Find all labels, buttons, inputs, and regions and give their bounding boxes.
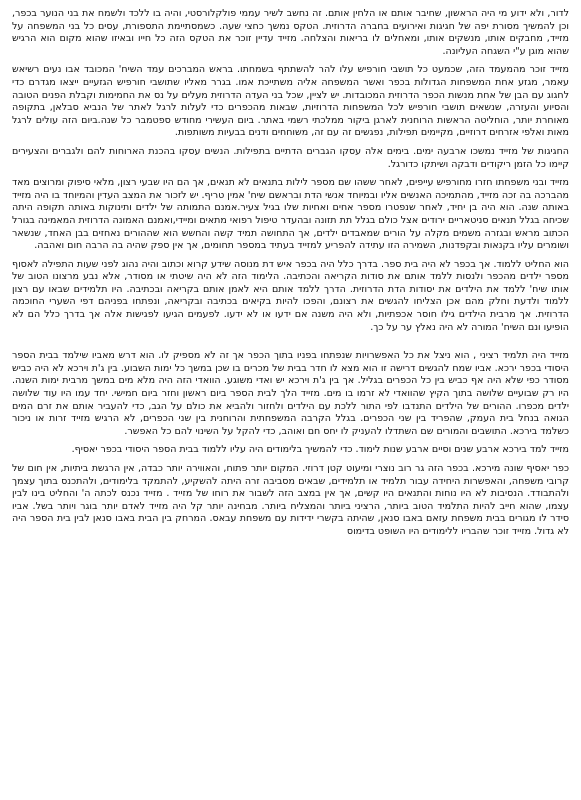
- paragraph-7: מזייד למד בירכא ארבע שנים וסיים ארבע שנות לימוד. כדי להמשיך בלימודים היה עליו ללמוד בבית הספר היסודי בכפר יאסיף.: [71, 444, 569, 456]
- paragraph-6: מזייד היה תלמיד רציני , הוא ניצל את כל האפשרויות שנפתחו בפניו בתוך הכפר אך זה לא מספיק לו. הוא דרש מאביו שילמד בבית הספר היסודי בכפר ירכא. אביו שמח להגשים דרישה זו הוא מצא לו חדר בבית של מכרים בו שכן במשך כל ימות השבוע. בין ג'ת וירכא לא היה כביש מסודר כפי שלא היה אף כביש בין כל הכפרים בגליל. אך בין ג'ת וירכא יש ואדי משוגע. הוואדי הזה היה מלא מים במשך מרבית ימות השנה. היו רק שבועיים שלושה בתוך הקיץ שהוואדי לא זרמו בו מים. מזייד הלך לבית הספר ביום ראשון וחזר ביום חמישי. יחד עמו היו עוד שלושה ילדים מכפרו. ההורים של הילדים התנדבו לפי התור ללכת עם הילדים ולחזור ולהביא את כולם על הגב, כדי להעביר אותם את זרם המים הגואה בנחל בית העמק, שהפריד בין שני הכפרים. בגלל הקרבה המשפחתית והרוחנית בין שני הכפרים, לא הרגיש מזייד זרות או ניכור כשלמד בירכא. התושבים והמורים שם השתדלו להעניק לו יחס חם ואוהב, כדי להקל על השינוי להם כל האפשר.: [8, 350, 569, 437]
- paragraph-2: מזייד זוכר מהמעמד הזה, שכמעט כל תושבי חורפיש עלו להר להשתתף בשמחתו. בראש המברכים עמד השיח' המכובד אבו נעים רשיאש עאמר, מגזע אחת המשפחות הגדולות בכפר ואשר המשפחה אליה משתייכת אמו. בגרר מאליו שתושבי חורפיש הגזעיים ייצאו מגדרם כדי לחגוג עם הבן של אחת מנשות הכפר הדרוזית המכובדות. יש לציין, שכל בני העדה הדרוזית מעלים על נס את החמימות וקבלת הפנים הטובה והסיוע והעזרה, שנשאים תושבי חורפיש לכל המשפחות הדרוזיות, שבאות מהכפרים כדי לעלות לרגל לאתר של הנביא סבלאן, בתקופה מאוחרת יותר, הוחליטה הראשות הרוחנית לארגן ביקור ממלכתי רשמי באתר. ביום העשירי מחודש ספטמבר כל שנה.ביום הזה עולים לרגל מאות ואלפי אזרחים דרוזיים, מקיימים תפילות, נפגשים זה עם זה, משוחחים ודנים בבעיות משותפות.: [8, 64, 569, 139]
- paragraph-4: מזייד ובני משפחתו חזרו מחורפיש עייפים, לאחר ששהו שם מספר לילות בתנאים לא תנאים, אך הם היו שבעי רצון, מלאי סיפוק ומרוצים מאד מהברכה בה זכה מזייד, מהתמיכה האנשים אליו ובמיוחד אנשי הדת ובראשם שיח' אמין טריף. יש לזכור את המצב העדין והמיוחד בו היה מזייד באותה שנה. הוא היה בן יחיד, לאחר שנפטרו מספר אחים ואחיות שלו בגיל צעיר.אמנם התמותה של ילדים ותינוקות באותה תקופה היתה שכיחה בגלל תנאים סניטאריים ירודים אצל כולם בגלל תת תזונה ובהעדר טיפול רפואי מתאים ומיידי,ואמנם האמונה הדרוזית המאמינה בגורל הכתוב מראש ובגזרה משמים מקלה על הורים שמאבדים ילדים, אך התחושה תמיד קשה והחשש הוא שההורים נאחזים בבן האחד, שנשאר ושומרים עליו בקנאות ובקפדנות, השמירה הזו עתידה להפריע למזייד בעתיד במספר תחומים, אך אין ספק שהיה בה הרבה חום ואהבה.: [8, 177, 569, 252]
- paragraph-8: כפר יאסיף שונה מירכא. בכפר הזה גר רוב נוצרי ומיעוט קטן דרוזי. המקום יותר פתוח, והאווירה יותר כבדה, אין הרגשת ביתיות, אין חום של קרובי משפחה, והאפשרות היחידה עבור תלמיד או תלמידים, שבאים מסביבה זרה היתה להשקיע, להתמקד בלימודים, ולהתכנס בתוך עצמך ולהתבודד. הנסיבות לא היו נוחות והתנאים היו קשים, אך אין במצב הזה לשבור את רוחו של מזייד . מזייד נכנס לכתה ה' והחליט בינו לבין עצמו, שהוא חייב להיות התלמיד הטוב ביותר, הרציני ביותר והמצליח ביותר. מבחינה יותר קל היה מזייד לאדם יותר בוגר ויותר בשל. אביו סידר לו מגורים בבית משפחת עזאם באבו סנאן, שהיתה בקשרי ידידות עם משפחת עבאס. המרחק בין הבית באבו סנאן לבין בית הספר היה לא גדול. מזייד זוכר שהבריו ללימודים היו השופט בדימוס: [8, 463, 569, 537]
- paragraph-5: הוא החליט ללמוד. אך בכפר לא היה בית ספר. בדרך כלל היה בכפר איש דת מנוסה שידע קרוא וכתוב והיה נהוג לפני שעות התפילה לאסוף מספר ילדים מהכפר ולנסות ללמד אותם את סודות הקריאה והכתיבה. הלימוד הזה לא היה שיטתי או מסודר, אלא נבע מרצונו הטוב של אותו שיח' ללמד את הילדים את יסודות הדת הדרוזית. הדרך ללמד אותם היא לאמן אותם בקריאה ובכתיבה. היו תלמידים שבאו עם רצון ללמוד ולדעת וחלק מהם אכן הצליחו להגשים את רצונם, והפכו להיות בקיאים בכתיבה ובקריאה, ונפתחו בפניהם דפי השערי החוכמה הדרוזית. אך מרבית הילדים גילו חוסר אכפתיות, ולא היה משנה אם ידעו או לא ידעו. לפעמים הגיעו לפגישות אלה אך בדרך כלל הם לא הופיעו ונם השיח' המורה לא היה נאלץ ער על כך.: [8, 258, 569, 333]
- paragraph-3: החגיגות של מזייד נמשכו ארבעה ימים. בימים אלה עסקו הגברים הדתיים בתפילות. הנשים עסקו בהכנת הארוחות להם ולגברים והצעירים קיימו כל הזמן ריקודים ודבקה ושיתקו כדורגל.: [8, 145, 569, 170]
- paragraph-gap: [12, 340, 569, 350]
- paragraph-1: לדור, ולא ידוע מי היה הראשון, שחיבר אותם או הלחין אותם. זה נחשב לשיר עממי פולקלורסטי, והיה בו ללכד ולשמח את בני הנוער בכפר, וכן להמשיך מסורת יפה של חגיגות ואירועים בחברה הדרוזית. הטקס נמשך כחצי שעה. כשמסתיימת התספורת, עסים כל בני המשפחה על מזייד, מחבקים אותו, מנשקים אותו, ומאחלים לו בריאות והצלחה. מזייד עדיין זוכר את הטקס הזה כל חייו ובאיזו שהוא מקום הוא הרגיש שהוא מוגן ע"י השגחה העליונה.: [8, 8, 569, 57]
